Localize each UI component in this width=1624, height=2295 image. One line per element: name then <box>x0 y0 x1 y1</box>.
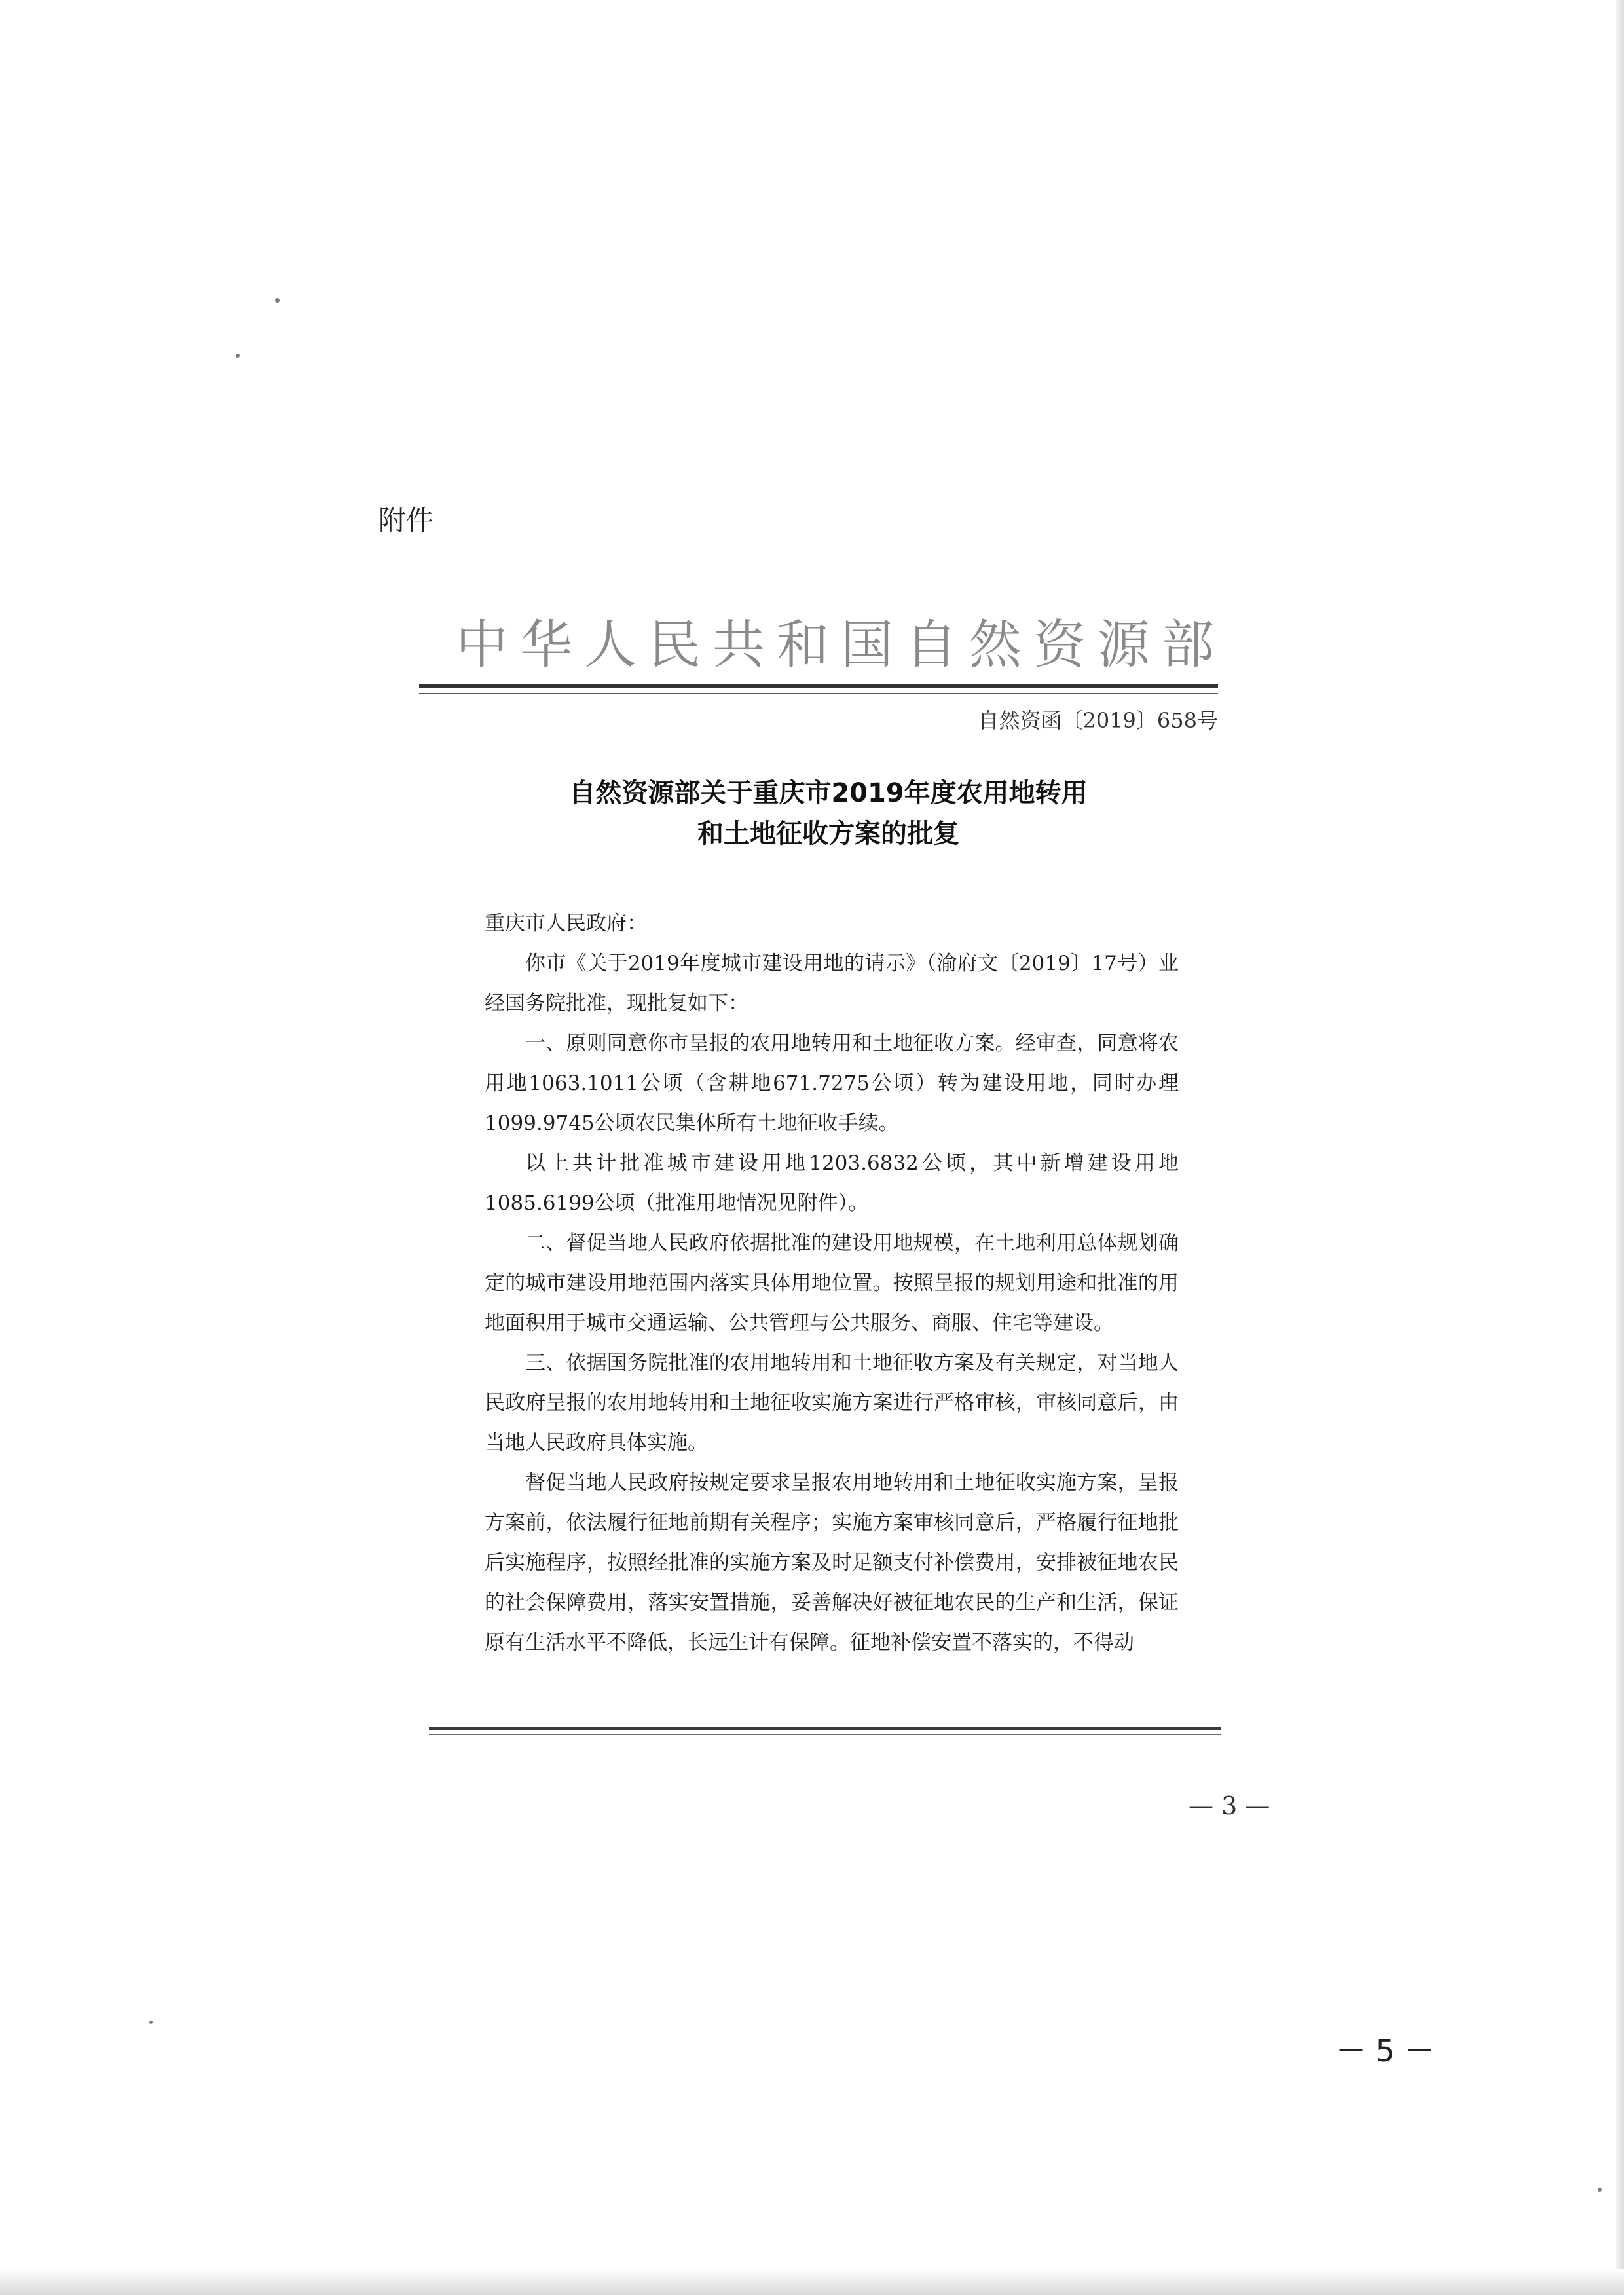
title-line-1: 自然资源部关于重庆市2019年度农用地转用 <box>569 778 1088 808</box>
scan-speck <box>236 354 240 358</box>
paragraph: 一、原则同意你市呈报的农用地转用和土地征收方案。经审查，同意将农用地1063.1011公顷（含耕地671.7275公顷）转为建设用地，同时办理1099.9745公顷农民集体所有土地征收手续。 <box>485 1032 1179 1135</box>
scan-edge-right <box>1616 0 1624 2295</box>
scan-speck <box>275 298 280 303</box>
document-number: 自然资函〔2019〕658号 <box>978 708 1218 733</box>
letterhead-rule-thin <box>419 693 1218 694</box>
paragraph: 督促当地人民政府按规定要求呈报农用地转用和土地征收实施方案，呈报方案前，依法履行征地前期有关程序；实施方案审核同意后，严格履行征地批后实施程序，按照经批准的实施方案及时足额支付补偿费用，安排被征地农民的社会保障费用，落实安置措施，妥善解决好被征地农民的生产和生活，保证原有生活水平不降低，长远生计有保障。征地补偿安置不落实的，不得动 <box>485 1471 1179 1654</box>
scan-edge-bottom <box>0 2269 1624 2295</box>
scan-speck <box>149 2021 153 2024</box>
attachment-label: 附件 <box>378 504 434 536</box>
paragraph: 以上共计批准城市建设用地1203.6832公顷，其中新增建设用地1085.6199公顷（批准用地情况见附件）。 <box>485 1151 1179 1215</box>
paragraph: 你市《关于2019年度城市建设用地的请示》（渝府文〔2019〕17号）业经国务院批准，现批复如下： <box>485 952 1179 1015</box>
title-line-2: 和土地征收方案的批复 <box>697 819 959 849</box>
document-body <box>485 904 1179 1663</box>
inner-page-number: — 3 — <box>1189 1791 1270 1820</box>
footer-rule-thin <box>429 1734 1221 1735</box>
footer-rule <box>429 1727 1221 1730</box>
embedded-document <box>393 576 1310 1821</box>
salutation: 重庆市人民政府： <box>485 912 647 935</box>
paragraph: 二、督促当地人民政府依据批准的建设用地规模，在土地利用总体规划确定的城市建设用地范围内落实具体用地位置。按照呈报的规划用途和批准的用地面积用于城市交通运输、公共管理与公共服务、商服、住宅等建设。 <box>485 1231 1179 1335</box>
letterhead: 中华人民共和国自然资源部 <box>456 614 1226 675</box>
paragraph: 三、依据国务院批准的农用地转用和土地征收方案及有关规定，对当地人民政府呈报的农用地转用和土地征收实施方案进行严格审核，审核同意后，由当地人民政府具体实施。 <box>485 1351 1179 1455</box>
scan-speck <box>1598 2188 1602 2192</box>
letterhead-rule <box>419 684 1218 688</box>
page-number: － 5 － <box>1336 2033 1435 2068</box>
document-title <box>458 773 1198 854</box>
